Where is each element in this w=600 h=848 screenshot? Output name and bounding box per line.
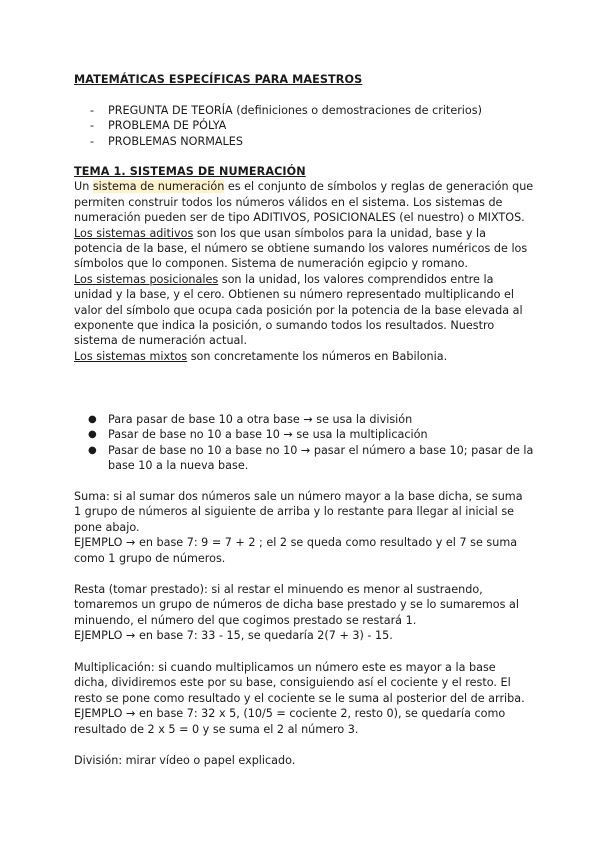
bullet-dot: ●	[88, 444, 97, 456]
exam-parts-list	[74, 103, 554, 149]
list-item: - PROBLEMA DE PÓLYA	[90, 119, 227, 133]
section-heading: TEMA 1. SISTEMAS DE NUMERACIÓN	[74, 165, 306, 178]
definition-paragraph: Un sistema de numeración es el conjunto de símbolos y reglas de generación que permiten construir todos los números válidos en el sistema. Los sistemas de numeración pueden ser de tipo ADITIVOS, POSICIONALES (el nuestro) o MIXTOS.	[74, 180, 534, 225]
underlined-term: Los sistemas mixtos	[74, 349, 188, 363]
multiplicacion-example: EJEMPLO → en base 7: 32 x 5, (10/5 = cociente 2, resto 0), se quedaría como resultado de 2 x 5 = 0 y se suma el 2 al número 3.	[74, 707, 506, 736]
multiplicacion-paragraph: Multiplicación: si cuando multiplicamos un número este es mayor a la base dicha, dividiremos este por su base, consiguiendo así el cociente y el resto. El resto se pone como resultado y el cociente se le suma al posterior del de arriba.	[74, 661, 525, 705]
dash-bullet: -	[90, 104, 95, 117]
suma-paragraph: Suma: si al sumar dos números sale un número mayor a la base dicha, se suma 1 grupo de números al siguiente de arriba y lo restante para llegar al inicial se pone abajo.	[74, 490, 523, 534]
aditivos-paragraph: Los sistemas aditivos son los que usan símbolos para la unidad, base y la potencia de la base, el número se obtiene sumando los valores numéricos de los símbolos que lo componen. Sistema de numeración egipcio y romano.	[74, 226, 528, 271]
document-title: MATEMÁTICAS ESPECÍFICAS PARA MAESTROS	[74, 73, 363, 86]
list-item: - PREGUNTA DE TEORÍA (definiciones o demostraciones de criterios)	[90, 104, 482, 117]
resta-example: EJEMPLO → en base 7: 33 - 15, se quedaría 2(7 + 3) - 15.	[74, 629, 393, 643]
underlined-term: Los sistemas posicionales	[74, 272, 219, 286]
underlined-term: Los sistemas aditivos	[74, 226, 194, 240]
list-item: ● Pasar de base no 10 a base no 10 → pasar el número a base 10; pasar de la base 10 a la nueva base.	[88, 443, 534, 473]
highlighted-term: sistema de numeración	[92, 180, 225, 194]
multiplicacion-section	[74, 660, 530, 737]
base-conversion-list	[74, 412, 534, 474]
list-item: ● Para pasar de base 10 a otra base → se usa la división	[88, 413, 413, 426]
mixtos-paragraph: Los sistemas mixtos son concretamente los números en Babilonia.	[74, 349, 448, 363]
resta-paragraph: Resta (tomar prestado): si al restar el minuendo es menor al sustraendo, tomaremos un grupo de números de dicha base prestado y se lo sumaremos al minuendo, el número del que cogimos prestado se restará 1.	[74, 583, 519, 627]
dash-bullet: -	[90, 134, 95, 148]
bullet-dot: ●	[88, 429, 97, 441]
division-paragraph: División: mirar vídeo o papel explicado.	[74, 754, 296, 767]
suma-section	[74, 489, 530, 566]
resta-section	[74, 582, 530, 644]
posicionales-paragraph: Los sistemas posicionales son la unidad, los valores comprendidos entre la unidad y la base, y el cero. Obtienen su número representado multiplicando el valor del símbolo que ocupa cada posición por la potencia de la base elevada al exponente que indica la posición, o sumando todos los resultados. Nuestro sistema de numeración actual.	[74, 272, 523, 348]
list-item: - PROBLEMAS NORMALES	[90, 134, 243, 148]
dash-bullet: -	[90, 119, 95, 133]
suma-example: EJEMPLO → en base 7: 9 = 7 + 2 ; el 2 se queda como resultado y el 7 se suma como 1 grupo de números.	[74, 536, 518, 565]
tema1-section	[74, 164, 534, 364]
list-item: ● Pasar de base no 10 a base 10 → se usa la multiplicación	[88, 428, 428, 442]
bullet-dot: ●	[88, 414, 97, 425]
